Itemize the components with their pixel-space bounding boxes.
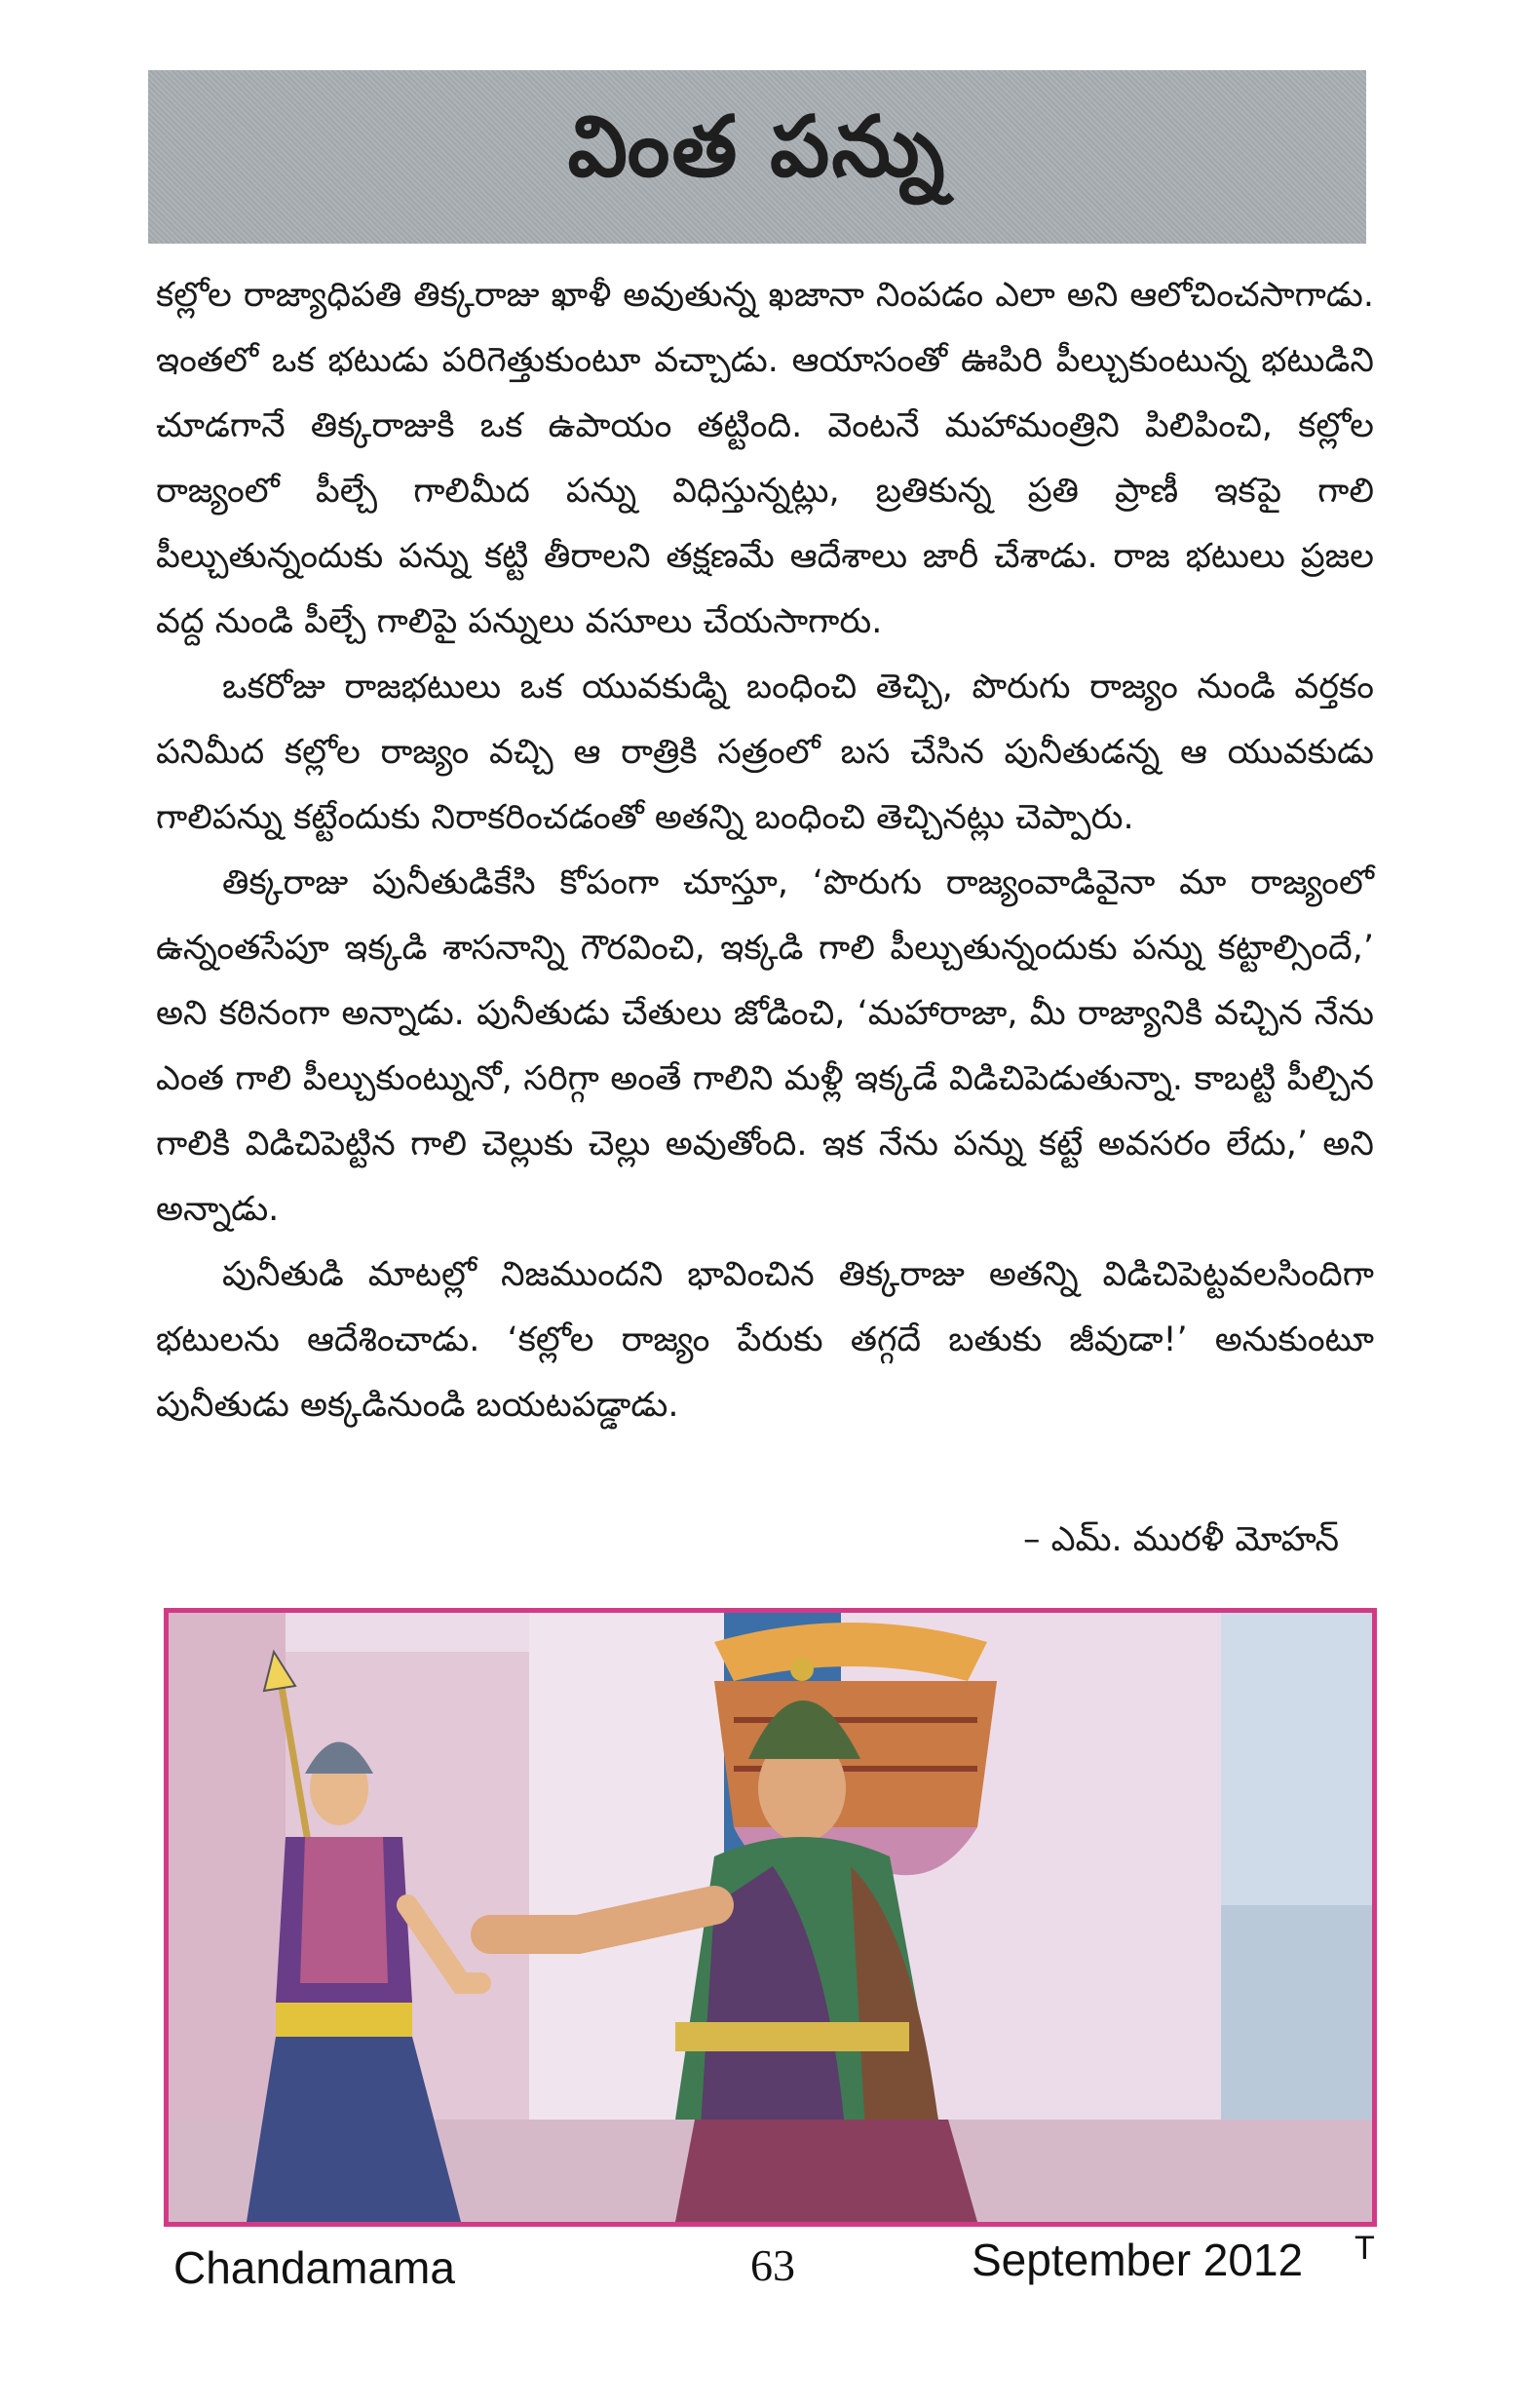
story-illustration: [164, 1608, 1377, 2227]
author-credit: – ఎమ్. మురళీ మోహన్: [1023, 1520, 1340, 1559]
story-paragraph-2: ఒకరోజు రాజభటులు ఒక యువకుడ్ని బంధించి తెచ్చి, పొరుగు రాజ్యం నుండి వర్తకం పనిమీద కల్లోల రాజ్యం వచ్చి ఆ రాత్రికి సత్రంలో బస చేసిన పునీతుడన్న ఆ యువకుడు గాలిపన్ను కట్టేందుకు నిరాకరించడంతో అతన్ని బంధించి తెచ్చినట్లు చెప్పారు.: [156, 668, 1374, 837]
page-number: 63: [750, 2240, 795, 2290]
title-banner: [148, 70, 1366, 244]
story-paragraph-3: తిక్కరాజు పునీతుడికేసి కోపంగా చూస్తూ, ‘పొరుగు రాజ్యంవాడివైనా మా రాజ్యంలో ఉన్నంతసేపూ ఇక్కడి శాసనాన్ని గౌరవించి, ఇక్కడి గాలి పీల్చుతున్నందుకు పన్ను కట్టాల్సిందే,’ అని కఠినంగా అన్నాడు. పునీతుడు చేతులు జోడించి, ‘మహారాజా, మీ రాజ్యానికి వచ్చిన నేను ఎంత గాలి పీల్చుకుంట్నునో, సరిగ్గా అంతే గాలిని మళ్లీ ఇక్కడే విడిచిపెడుతున్నా. కాబట్టి పీల్చిన గాలికి విడిచిపెట్టిన గాలి చెల్లుకు చెల్లు అవుతోంది. ఇక నేను పన్ను కట్టే అవసరం లేదు,’ అని అన్నాడు.: [156, 863, 1374, 1229]
magazine-name: Chandamama: [173, 2242, 455, 2293]
story-paragraph-4: పునీతుడి మాటల్లో నిజముందని భావించిన తిక్కరాజు అతన్ని విడిచిపెట్టవలసిందిగా భటులను ఆదేశించాడు. ‘కల్లోల రాజ్యం పేరుకు తగ్గదే బతుకు జీవుడా!’ అనుకుంటూ పునీతుడు అక్కడినుండి బయటపడ్డాడు.: [156, 1255, 1374, 1425]
footer-mark: T: [1354, 2230, 1375, 2267]
story-paragraph-1: కల్లోల రాజ్యాధిపతి తిక్కరాజు ఖాళీ అవుతున్న ఖజానా నింపడం ఎలా అని ఆలోచించసాగాడు. ఇంతలో ఒక భటుడు పరిగెత్తుకుంటూ వచ్చాడు. ఆయాసంతో ఊపిరి పీల్చుకుంటున్న భటుడిని చూడగానే తిక్కరాజుకి ఒక ఉపాయం తట్టింది. వెంటనే మహామంత్రిని పిలిపించి, కల్లోల రాజ్యంలో పీల్చే గాలిమీద పన్ను విధిస్తున్నట్లు, బ్రతికున్న ప్రతి ప్రాణీ ఇకపై గాలి పీల్చుతున్నందుకు పన్ను కట్టి తీరాలని తక్షణమే ఆదేశాలు జారీ చేశాడు. రాజ భటులు ప్రజల వద్ద నుండి పీల్చే గాలిపై పన్నులు వసూలు చేయసాగారు.: [156, 276, 1374, 641]
illustration-king-and-guard: [169, 1613, 1372, 2222]
issue-date: September 2012: [972, 2235, 1304, 2285]
story-title: వింత పన్ను: [567, 97, 947, 196]
story-body: [156, 263, 1374, 1438]
